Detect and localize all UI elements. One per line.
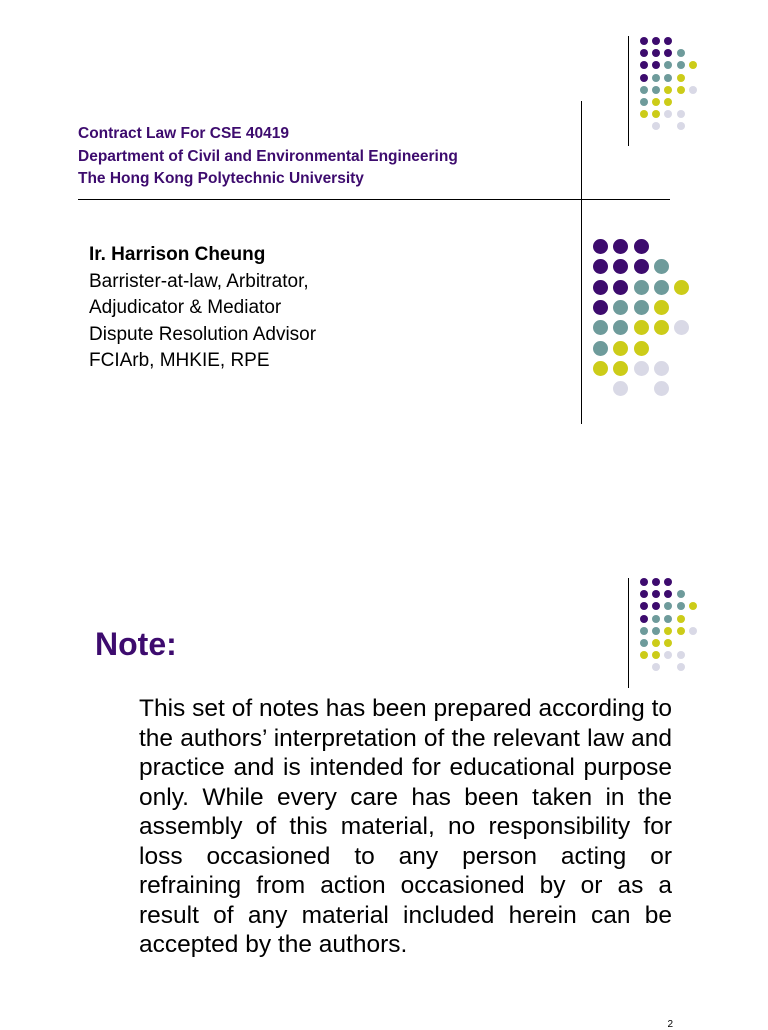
purple-dot (634, 239, 649, 254)
purple-dot (640, 578, 648, 586)
teal-dot (613, 320, 628, 335)
purple-dot (634, 259, 649, 274)
header-horizontal-rule (78, 199, 670, 200)
yellow-dot (640, 110, 648, 118)
note-vertical-rule (628, 578, 629, 688)
lavender-dot (677, 110, 685, 118)
teal-dot (677, 590, 685, 598)
lavender-dot (674, 320, 689, 335)
yellow-dot (634, 320, 649, 335)
yellow-dot (654, 320, 669, 335)
page-number: 2 (667, 1019, 673, 1030)
purple-dot (640, 615, 648, 623)
purple-dot (640, 61, 648, 69)
purple-dot (652, 49, 660, 57)
yellow-dot (654, 300, 669, 315)
purple-dot (652, 37, 660, 45)
teal-dot (593, 341, 608, 356)
presenter-title-line: Barrister-at-law, Arbitrator, (89, 270, 309, 292)
teal-dot (664, 61, 672, 69)
yellow-dot (674, 280, 689, 295)
purple-dot (664, 37, 672, 45)
lavender-dot (677, 663, 685, 671)
teal-dot (634, 300, 649, 315)
lavender-dot (652, 122, 660, 130)
purple-dot (593, 239, 608, 254)
university-name: The Hong Kong Polytechnic University (78, 170, 364, 187)
yellow-dot (677, 74, 685, 82)
purple-dot (613, 239, 628, 254)
yellow-dot (689, 61, 697, 69)
purple-dot (640, 74, 648, 82)
purple-dot (593, 280, 608, 295)
yellow-dot (640, 651, 648, 659)
yellow-dot (652, 110, 660, 118)
purple-dot (652, 61, 660, 69)
purple-dot (640, 602, 648, 610)
disclaimer-text: This set of notes has been prepared according to the authors’ interpretation of the relevant law and practice and is intended for educational purpose only. While every care has been taken in the assembly of this material, no responsibility for loss occasioned to any person acting or refraining from action occasioned by or as a result of any material included herein can be accepted by the authors. (139, 695, 672, 958)
teal-dot (613, 300, 628, 315)
presenter-block (89, 242, 316, 375)
purple-dot (652, 578, 660, 586)
header-vertical-rule (581, 101, 582, 424)
purple-dot (613, 259, 628, 274)
presenter-title-line: Dispute Resolution Advisor (89, 323, 317, 345)
lavender-dot (654, 361, 669, 376)
lavender-dot (677, 651, 685, 659)
yellow-dot (677, 615, 685, 623)
teal-dot (664, 74, 672, 82)
purple-dot (593, 259, 608, 274)
yellow-dot (677, 627, 685, 635)
yellow-dot (689, 602, 697, 610)
yellow-dot (613, 341, 628, 356)
lavender-dot (664, 651, 672, 659)
note-heading: Note: (95, 626, 177, 662)
teal-dot (640, 86, 648, 94)
department-name: Department of Civil and Environmental Engineering (78, 147, 458, 165)
lavender-dot (613, 381, 628, 396)
yellow-dot (664, 98, 672, 106)
teal-dot (664, 602, 672, 610)
teal-dot (677, 49, 685, 57)
purple-dot (652, 590, 660, 598)
yellow-dot (664, 639, 672, 647)
course-title: Contract Law For CSE 40419 (78, 125, 290, 142)
yellow-dot (613, 361, 628, 376)
yellow-dot (652, 651, 660, 659)
purple-dot (664, 590, 672, 598)
purple-dot (664, 49, 672, 57)
presenter-title-line: FCIArb, MHKIE, RPE (89, 350, 270, 371)
yellow-dot (677, 86, 685, 94)
lavender-dot (634, 361, 649, 376)
top-vertical-rule (628, 36, 629, 146)
teal-dot (664, 615, 672, 623)
lavender-dot (677, 122, 685, 130)
teal-dot (634, 280, 649, 295)
teal-dot (677, 602, 685, 610)
lavender-dot (654, 381, 669, 396)
lavender-dot (664, 110, 672, 118)
teal-dot (593, 320, 608, 335)
yellow-dot (593, 361, 608, 376)
lavender-dot (689, 86, 697, 94)
purple-dot (652, 602, 660, 610)
purple-dot (640, 37, 648, 45)
purple-dot (613, 280, 628, 295)
teal-dot (652, 74, 660, 82)
yellow-dot (652, 98, 660, 106)
presenter-name: Ir. Harrison Cheung (89, 244, 266, 265)
purple-dot (640, 590, 648, 598)
teal-dot (654, 280, 669, 295)
purple-dot (640, 49, 648, 57)
teal-dot (652, 615, 660, 623)
yellow-dot (634, 341, 649, 356)
teal-dot (640, 98, 648, 106)
teal-dot (652, 627, 660, 635)
teal-dot (677, 61, 685, 69)
presenter-title-line: Adjudicator & Mediator (89, 297, 282, 318)
purple-dot (593, 300, 608, 315)
yellow-dot (664, 86, 672, 94)
yellow-dot (664, 627, 672, 635)
yellow-dot (652, 639, 660, 647)
lavender-dot (689, 627, 697, 635)
lavender-dot (652, 663, 660, 671)
teal-dot (640, 639, 648, 647)
course-header (78, 123, 458, 191)
teal-dot (640, 627, 648, 635)
purple-dot (664, 578, 672, 586)
teal-dot (652, 86, 660, 94)
teal-dot (654, 259, 669, 274)
